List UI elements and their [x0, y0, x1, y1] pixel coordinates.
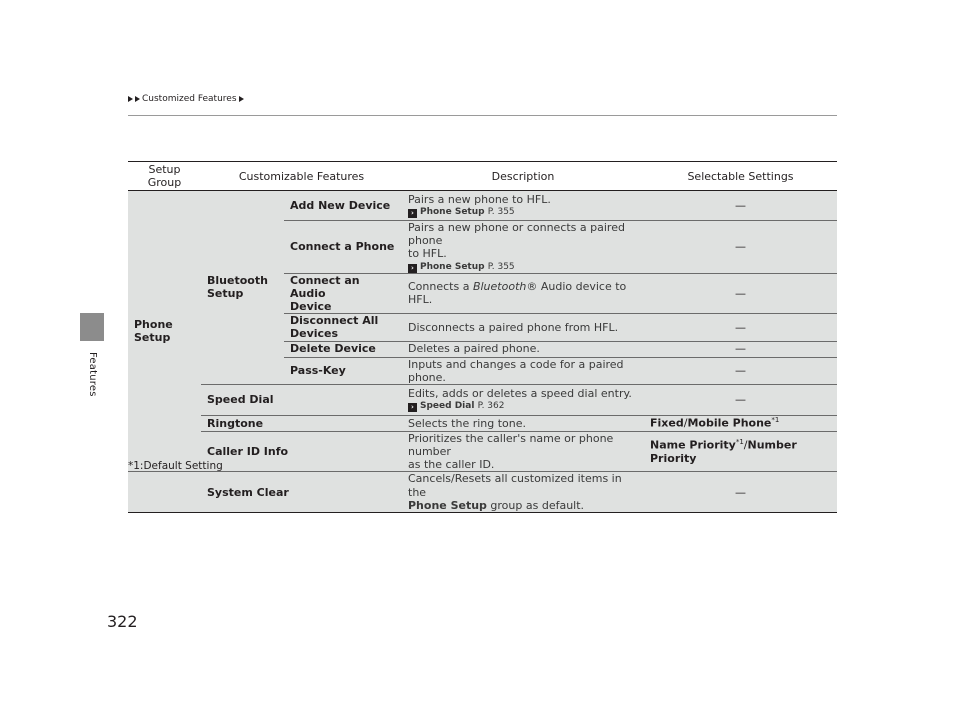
setting-add-new-device: — — [644, 191, 837, 221]
setting-system-clear: — — [644, 472, 837, 513]
xref-arrow-icon: › — [408, 403, 417, 412]
desc-speed-dial: Edits, adds or deletes a speed dial entry. › Speed Dial P. 362 — [402, 384, 644, 415]
table-row — [128, 415, 837, 431]
feature-connect-phone: Connect a Phone — [284, 221, 402, 274]
col-header-settings: Selectable Settings — [687, 169, 794, 183]
xref-arrow-icon: › — [408, 209, 417, 218]
xref-link[interactable]: › Speed Dial P. 362 — [408, 401, 638, 412]
desc-pass-key: Inputs and changes a code for a paired phone. — [402, 357, 644, 384]
feature-system-clear: System Clear — [201, 472, 402, 513]
feature-caller-id: Caller ID Info — [201, 431, 402, 472]
setting-ringtone: Fixed/Mobile Phone$^{*1}$ — [644, 415, 837, 431]
desc-disconnect-all: Disconnects a paired phone from HFL. — [402, 314, 644, 341]
breadcrumb-label: Customized Features — [142, 94, 237, 104]
section-label: Features — [87, 352, 98, 397]
setting-connect-audio: — — [644, 273, 837, 314]
table-row — [128, 431, 837, 472]
table-header-row — [128, 162, 837, 191]
col-header-setup-group: Setup Group — [147, 163, 182, 189]
feature-connect-audio: Connect an Audio Device — [284, 273, 402, 314]
table-row — [128, 191, 837, 221]
feature-pass-key: Pass-Key — [284, 357, 402, 384]
xref-link[interactable]: › Phone Setup P. 355 — [408, 262, 638, 273]
feature-disconnect-all: Disconnect All Devices — [284, 314, 402, 341]
xref-arrow-icon: › — [408, 264, 417, 273]
setting-caller-id: Name Priority$^{*1}$/Number Priority — [644, 431, 837, 472]
settings-table — [128, 161, 837, 513]
setting-speed-dial: — — [644, 384, 837, 415]
table-row — [128, 472, 837, 513]
feature-add-new-device: Add New Device — [284, 191, 402, 221]
feature-speed-dial: Speed Dial — [201, 384, 402, 415]
table-row — [128, 384, 837, 415]
footnote: *1:Default Setting — [128, 460, 223, 472]
setting-pass-key: — — [644, 357, 837, 384]
section-tab — [80, 313, 104, 341]
desc-caller-id: Prioritizes the caller's name or phone number as the caller ID. — [402, 431, 644, 472]
group-phone-setup: Phone Setup — [128, 191, 201, 472]
subgroup-bluetooth-setup: Bluetooth Setup — [201, 191, 284, 385]
desc-ringtone: Selects the ring tone. — [402, 415, 644, 431]
xref-link[interactable]: › Phone Setup P. 355 — [408, 207, 638, 218]
col-header-description: Description — [491, 169, 555, 183]
setting-connect-phone: — — [644, 221, 837, 274]
desc-connect-audio: Connects a Bluetooth® Audio device to HFL. — [402, 273, 644, 314]
header-rule — [128, 115, 837, 116]
breadcrumb-arrow-icon — [135, 96, 140, 102]
feature-ringtone: Ringtone — [201, 415, 402, 431]
col-header-features: Customizable Features — [238, 169, 365, 183]
desc-delete-device: Deletes a paired phone. — [402, 341, 644, 357]
desc-connect-phone: Pairs a new phone or connects a paired phone to HFL. › Phone Setup P. 355 — [402, 221, 644, 274]
page-number: 322 — [107, 612, 138, 631]
desc-system-clear: Cancels/Resets all customized items in the Phone Setup group as default. — [402, 472, 644, 513]
setting-disconnect-all: — — [644, 314, 837, 341]
breadcrumb-arrow-icon — [239, 96, 244, 102]
feature-delete-device: Delete Device — [284, 341, 402, 357]
breadcrumb-arrow-icon — [128, 96, 133, 102]
setting-delete-device: — — [644, 341, 837, 357]
breadcrumb — [128, 94, 244, 104]
desc-add-new-device: Pairs a new phone to HFL. › Phone Setup P. 355 — [402, 191, 644, 221]
